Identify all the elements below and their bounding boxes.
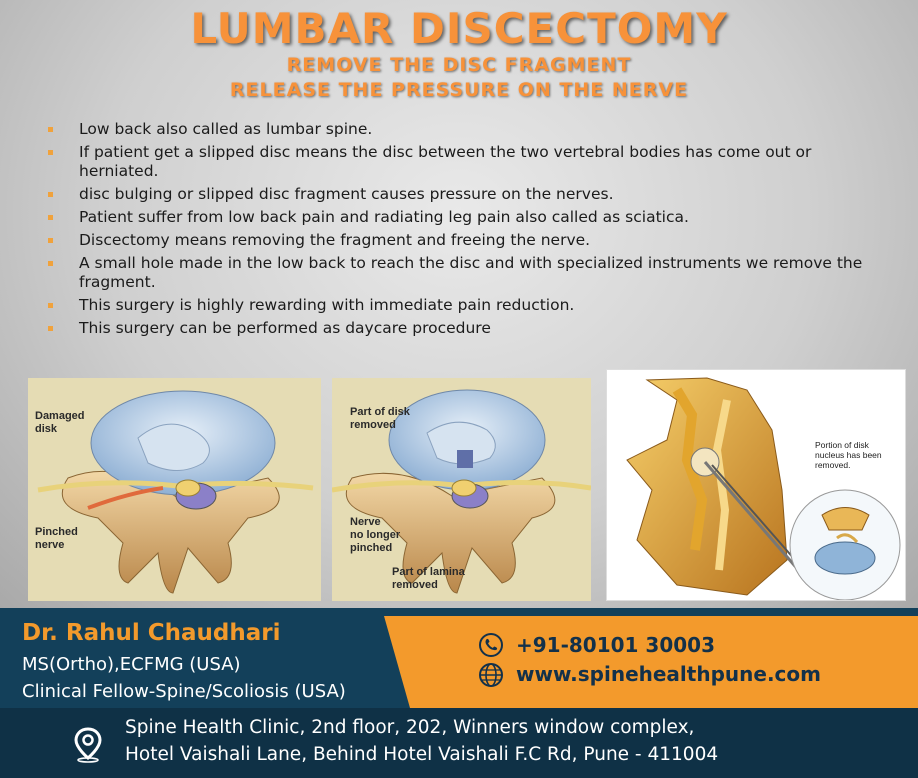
address-line-2: Hotel Vaishali Lane, Behind Hotel Vaishali F.C Rd, Pune - 411004 xyxy=(125,744,719,765)
label-portion-2: nucleus has been xyxy=(815,450,882,460)
bullet-icon xyxy=(48,326,53,331)
label-portion-3: removed. xyxy=(815,460,851,470)
disk-removed-illustration xyxy=(332,378,591,601)
bullet-item: Patient suffer from low back pain and radiating leg pain also called as sciatica. xyxy=(44,208,864,227)
label-damaged-2: disk xyxy=(35,423,58,435)
bullet-icon xyxy=(48,127,53,132)
phone-icon xyxy=(478,632,504,658)
label-nerve-1: Nerve xyxy=(350,516,381,528)
bullet-icon xyxy=(48,238,53,243)
surgical-view-illustration xyxy=(606,369,906,601)
bullet-item: This surgery is highly rewarding with immediate pain reduction. xyxy=(44,296,864,315)
label-nerve-2: no longer xyxy=(350,529,401,541)
bullet-icon xyxy=(48,150,53,155)
bullet-item: If patient get a slipped disc means the disc between the two vertebral bodies has come out or herniated. xyxy=(44,143,864,181)
bullet-icon xyxy=(48,261,53,266)
doctor-fellowship: Clinical Fellow-Spine/Scoliosis (USA) xyxy=(22,681,346,702)
bullet-icon xyxy=(48,303,53,308)
bullet-item: Low back also called as lumbar spine. xyxy=(44,120,864,139)
bullet-icon xyxy=(48,192,53,197)
location-pin-icon xyxy=(72,727,104,763)
label-pinched-1: Pinched xyxy=(35,526,78,538)
label-removed-2: removed xyxy=(350,419,396,431)
damaged-disk-illustration xyxy=(28,378,321,601)
subtitle-line-2: RELEASE THE PRESSURE ON THE NERVE xyxy=(229,79,689,101)
bullet-item: disc bulging or slipped disc fragment causes pressure on the nerves. xyxy=(44,185,864,204)
label-portion-1: Portion of disk xyxy=(815,440,869,450)
website-link[interactable]: www.spinehealthpune.com xyxy=(516,662,821,686)
bullet-item: This surgery can be performed as daycare procedure xyxy=(44,319,864,338)
address-line-1: Spine Health Clinic, 2nd floor, 202, Winners window complex, xyxy=(125,717,695,738)
doctor-name: Dr. Rahul Chaudhari xyxy=(22,620,281,646)
label-lamina-2: removed xyxy=(392,579,438,591)
doctor-qualification: MS(Ortho),ECFMG (USA) xyxy=(22,654,241,675)
label-nerve-3: pinched xyxy=(350,542,393,554)
spine-surgery-illustration xyxy=(607,370,906,601)
bullet-item: A small hole made in the low back to reach the disc and with specialized instruments we remove the fragment. xyxy=(44,254,864,292)
page-title: LUMBAR DISCECTOMY xyxy=(190,4,728,53)
label-damaged-1: Damaged xyxy=(35,410,85,422)
bullet-list xyxy=(44,120,864,342)
label-removed-1: Part of disk xyxy=(350,406,410,418)
label-pinched-2: nerve xyxy=(35,539,65,551)
bullet-item: Discectomy means removing the fragment and freeing the nerve. xyxy=(44,231,864,250)
globe-icon xyxy=(478,662,504,688)
label-lamina-1: Part of lamina xyxy=(392,566,465,578)
subtitle-line-1: REMOVE THE DISC FRAGMENT xyxy=(286,54,632,76)
bullet-icon xyxy=(48,215,53,220)
phone-number[interactable]: +91-80101 30003 xyxy=(516,633,716,657)
